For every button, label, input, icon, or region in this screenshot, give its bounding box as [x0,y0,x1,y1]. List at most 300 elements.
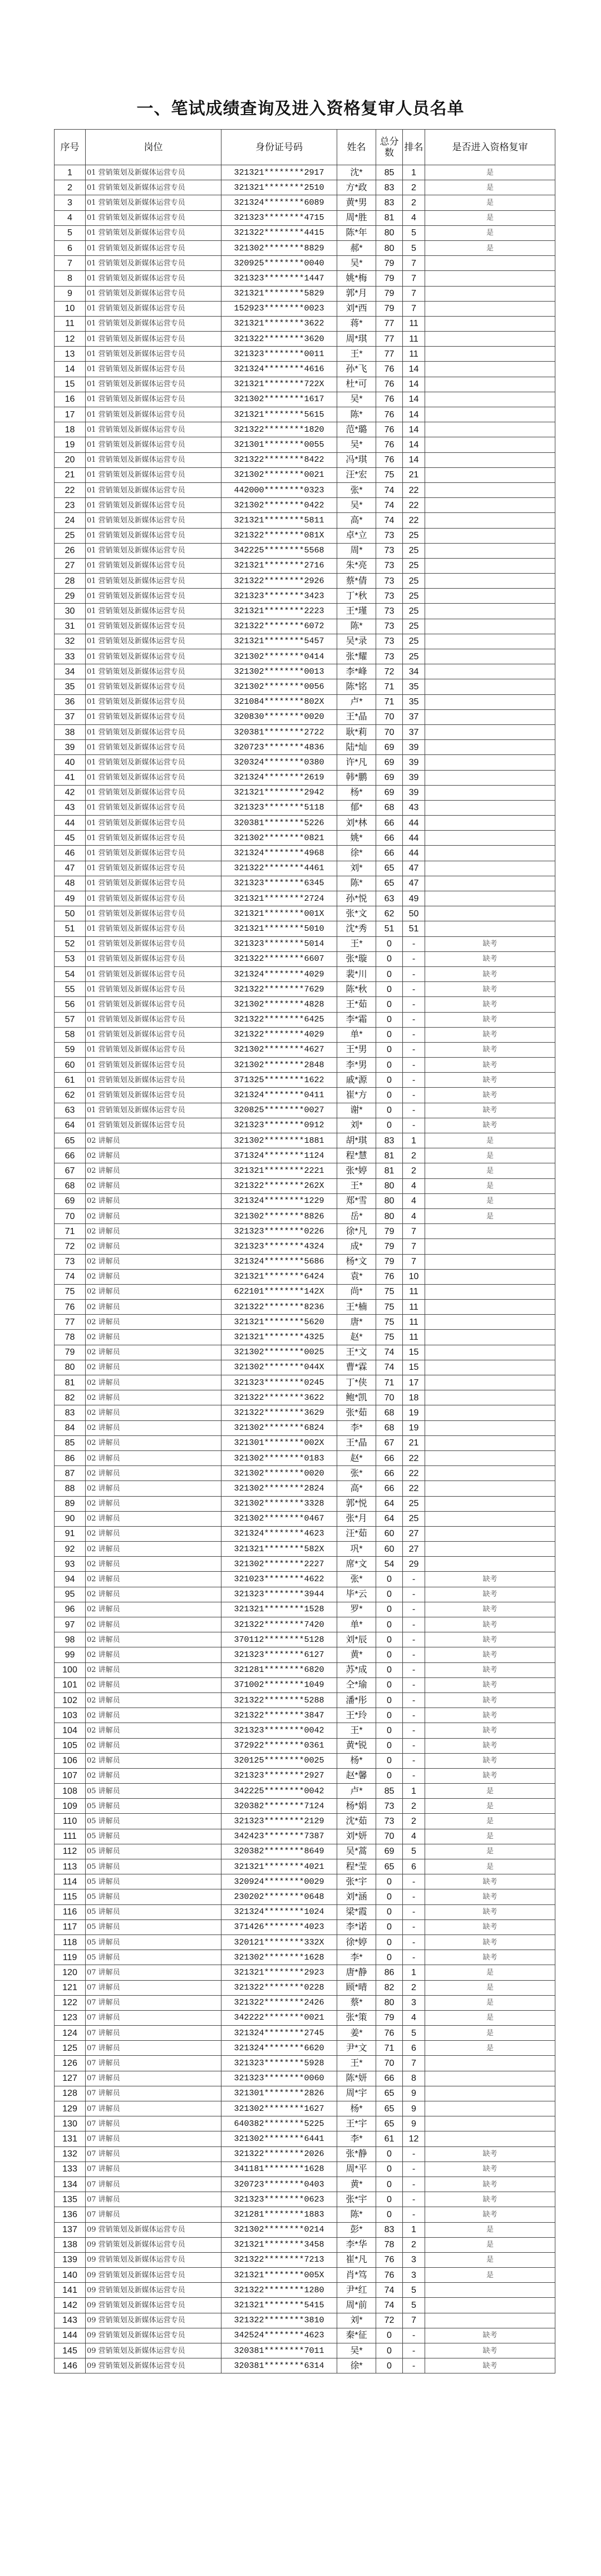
row-score: 0 [376,1617,403,1632]
row-review-status: 是 [425,2026,555,2041]
row-rank: 39 [403,785,425,800]
page-title: 一、笔试成绩查询及进入资格复审人员名单 [136,100,465,118]
table-row [55,831,555,846]
row-id-number: 321321********2942 [221,785,337,800]
row-name: 李* [337,2131,376,2146]
row-number: 84 [55,1420,86,1435]
row-rank: 7 [403,1254,425,1269]
row-review-status [425,1330,555,1345]
row-id-number: 321302********0414 [221,649,337,664]
row-id-number: 320382********7124 [221,1799,337,1814]
row-name: 徐* [337,2358,376,2373]
row-id-number: 321321********2923 [221,1965,337,1980]
row-review-status [425,301,555,316]
table-row [55,1980,555,1995]
row-rank: 1 [403,1133,425,1148]
row-rank: 37 [403,724,425,739]
row-position: 09 营销策划及新媒体运营专员 [86,2358,221,2373]
row-id-number: 321321********3458 [221,2237,337,2252]
row-rank: 15 [403,1360,425,1375]
row-review-status: 缺考 [425,2358,555,2373]
row-review-status [425,407,555,422]
table-row [55,513,555,528]
row-score: 0 [376,1935,403,1950]
row-score: 65 [376,2116,403,2131]
row-position: 02 讲解员 [86,1435,221,1450]
row-review-status: 缺考 [425,1753,555,1768]
table-row [55,240,555,255]
row-score: 76 [376,2268,403,2283]
row-rank: 27 [403,1542,425,1557]
row-id-number: 321302********8829 [221,240,337,255]
row-position: 01 营销策划及新媒体运营专员 [86,846,221,861]
row-number: 112 [55,1844,86,1859]
row-name: 崔*凡 [337,2252,376,2267]
table-row [55,392,555,407]
row-position: 02 讲解员 [86,1692,221,1708]
row-name: 丁*侠 [337,1375,376,1390]
row-name: 岳* [337,1208,376,1223]
row-score: 79 [376,271,403,286]
table-row [55,2207,555,2222]
row-name: 周*胜 [337,210,376,225]
row-score: 76 [376,452,403,467]
row-number: 19 [55,437,86,452]
table-row [55,1904,555,1919]
row-rank: - [403,2177,425,2192]
row-review-status: 缺考 [425,1027,555,1042]
row-number: 46 [55,846,86,861]
row-score: 0 [376,2328,403,2343]
row-rank: 5 [403,2026,425,2041]
row-id-number: 321301********002X [221,1435,337,1450]
row-review-status [425,1420,555,1435]
row-rank: 22 [403,1466,425,1481]
row-number: 11 [55,316,86,331]
row-position: 01 营销策划及新媒体运营专员 [86,1012,221,1027]
row-name: 杨*娟 [337,1799,376,1814]
row-rank: - [403,2146,425,2162]
table-row [55,1058,555,1073]
row-number: 71 [55,1224,86,1239]
row-number: 53 [55,951,86,966]
row-id-number: 321322********4029 [221,1027,337,1042]
row-review-status [425,800,555,815]
row-name: 陈*铭 [337,679,376,694]
row-position: 01 营销策划及新媒体运营专员 [86,1103,221,1118]
row-rank: 22 [403,498,425,513]
row-name: 孙*悦 [337,891,376,906]
row-id-number: 321302********1627 [221,2101,337,2116]
row-number: 3 [55,195,86,210]
results-table [54,129,555,2373]
row-name: 刘* [337,861,376,876]
row-review-status: 是 [425,2268,555,2283]
table-row [55,2177,555,2192]
table-row [55,1632,555,1647]
row-rank: 7 [403,271,425,286]
table-row [55,1542,555,1557]
row-name: 唐*静 [337,1965,376,1980]
row-name: 尹*文 [337,2041,376,2056]
row-score: 0 [376,1662,403,1677]
row-rank: 11 [403,332,425,347]
row-review-status: 缺考 [425,1950,555,1965]
row-id-number: 321322********6607 [221,951,337,966]
row-review-status: 缺考 [425,1617,555,1632]
row-number: 76 [55,1300,86,1315]
row-score: 72 [376,664,403,679]
row-id-number: 321321********5457 [221,634,337,649]
row-number: 42 [55,785,86,800]
row-rank: 27 [403,1526,425,1541]
row-id-number: 321323********4715 [221,210,337,225]
row-name: 赵* [337,1330,376,1345]
row-number: 130 [55,2116,86,2131]
row-score: 81 [376,1148,403,1163]
row-score: 0 [376,1058,403,1073]
row-rank: 11 [403,1284,425,1299]
row-name: 巩* [337,1542,376,1557]
row-id-number: 321321********2716 [221,558,337,573]
row-number: 44 [55,816,86,831]
row-id-number: 321302********044X [221,1360,337,1375]
row-position: 01 营销策划及新媒体运营专员 [86,256,221,271]
row-name: 张*宇 [337,2192,376,2207]
row-score: 80 [376,225,403,240]
row-review-status [425,1284,555,1299]
row-rank: - [403,1708,425,1723]
row-score: 60 [376,1542,403,1557]
row-score: 66 [376,846,403,861]
row-review-status: 缺考 [425,1058,555,1073]
row-number: 96 [55,1602,86,1617]
row-name: 李*华 [337,2237,376,2252]
row-score: 0 [376,982,403,997]
row-rank: 1 [403,165,425,180]
row-score: 79 [376,2010,403,2025]
row-score: 76 [376,2252,403,2267]
row-rank: 25 [403,634,425,649]
row-position: 01 营销策划及新媒体运营专员 [86,634,221,649]
row-id-number: 230202********0648 [221,1889,337,1904]
table-row [55,195,555,210]
row-rank: 11 [403,1300,425,1315]
table-row [55,619,555,634]
row-id-number: 321321********5811 [221,513,337,528]
table-row [55,286,555,301]
table-row [55,664,555,679]
row-number: 32 [55,634,86,649]
row-score: 70 [376,1829,403,1844]
row-rank: - [403,1874,425,1889]
table-row [55,1950,555,1965]
row-position: 09 营销策划及新媒体运营专员 [86,2237,221,2252]
row-rank: 14 [403,362,425,377]
row-score: 0 [376,1103,403,1118]
row-name: 陈*秋 [337,982,376,997]
row-name: 蒋* [337,316,376,331]
row-score: 86 [376,1965,403,1980]
row-id-number: 320121********332X [221,1935,337,1950]
table-row [55,1692,555,1708]
row-id-number: 370112********5128 [221,1632,337,1647]
row-score: 0 [376,2358,403,2373]
row-name: 刘*西 [337,301,376,316]
row-name: 吴*蒿 [337,1844,376,1859]
row-review-status [425,2298,555,2313]
row-rank: 2 [403,1148,425,1163]
row-rank: - [403,1602,425,1617]
table-row [55,362,555,377]
row-rank: 34 [403,664,425,679]
table-row [55,997,555,1012]
row-name: 单* [337,1617,376,1632]
row-name: 张* [337,1572,376,1587]
row-position: 05 讲解员 [86,1844,221,1859]
row-number: 1 [55,165,86,180]
row-review-status [425,831,555,846]
row-rank: 25 [403,604,425,619]
row-review-status [425,332,555,347]
row-number: 49 [55,891,86,906]
row-name: 王*宇 [337,2116,376,2131]
row-number: 7 [55,256,86,271]
row-review-status [425,558,555,573]
row-review-status [425,755,555,770]
table-row [55,1496,555,1511]
row-number: 92 [55,1542,86,1557]
row-position: 05 讲解员 [86,1859,221,1874]
row-score: 73 [376,1814,403,1829]
row-score: 0 [376,997,403,1012]
row-name: 蔡*倩 [337,574,376,589]
row-number: 109 [55,1799,86,1814]
row-score: 0 [376,1708,403,1723]
row-name: 刘* [337,2313,376,2328]
row-position: 07 讲解员 [86,2026,221,2041]
row-rank: - [403,1919,425,1935]
row-number: 52 [55,936,86,951]
row-id-number: 321323********3423 [221,589,337,604]
row-name: 陈* [337,2207,376,2222]
row-number: 43 [55,800,86,815]
row-rank: 22 [403,1450,425,1465]
row-rank: - [403,1012,425,1027]
row-name: 张*茹 [337,1405,376,1420]
row-number: 128 [55,2086,86,2101]
table-row [55,649,555,664]
table-row [55,2086,555,2101]
row-score: 76 [376,422,403,437]
row-id-number: 321321********2510 [221,180,337,195]
row-position: 01 营销策划及新媒体运营专员 [86,347,221,362]
row-number: 98 [55,1632,86,1647]
table-row [55,1420,555,1435]
row-number: 67 [55,1163,86,1178]
row-number: 25 [55,528,86,543]
row-rank: - [403,1677,425,1692]
row-id-number: 321322********2926 [221,574,337,589]
row-rank: 9 [403,2086,425,2101]
row-id-number: 640382********5225 [221,2116,337,2131]
row-review-status: 缺考 [425,2162,555,2177]
row-name: 梁*霞 [337,1904,376,1919]
row-review-status [425,1375,555,1390]
row-name: 陈*年 [337,225,376,240]
row-score: 78 [376,2237,403,2252]
row-review-status [425,467,555,482]
row-position: 01 营销策划及新媒体运营专员 [86,240,221,255]
row-score: 68 [376,1420,403,1435]
row-id-number: 342225********0042 [221,1784,337,1799]
row-position: 01 营销策划及新媒体运营专员 [86,558,221,573]
row-position: 01 营销策划及新媒体运营专员 [86,709,221,724]
row-rank: 5 [403,2283,425,2298]
row-review-status [425,906,555,921]
row-name: 李*霜 [337,1012,376,1027]
row-position: 01 营销策划及新媒体运营专员 [86,619,221,634]
row-name: 杨*文 [337,1254,376,1269]
table-row [55,1360,555,1375]
row-rank: 2 [403,195,425,210]
row-number: 120 [55,1965,86,1980]
row-rank: - [403,1647,425,1662]
table-row [55,1768,555,1783]
row-score: 73 [376,589,403,604]
row-rank: - [403,1572,425,1587]
row-name: 刘*涵 [337,1889,376,1904]
row-rank: 7 [403,2313,425,2328]
row-name: 吴* [337,256,376,271]
row-id-number: 321323********4324 [221,1239,337,1254]
row-name: 王* [337,1178,376,1193]
row-id-number: 321321********005X [221,2268,337,2283]
table-row [55,1027,555,1042]
row-score: 70 [376,2056,403,2071]
row-number: 123 [55,2010,86,2025]
row-number: 108 [55,1784,86,1799]
row-name: 郭*悦 [337,1496,376,1511]
row-id-number: 321322********262X [221,1178,337,1193]
row-number: 39 [55,740,86,755]
row-name: 王*瑾 [337,604,376,619]
row-name: 崔*方 [337,1088,376,1103]
table-row [55,180,555,195]
row-number: 5 [55,225,86,240]
row-rank: 7 [403,1239,425,1254]
row-id-number: 321323********6345 [221,876,337,891]
row-name: 王*玲 [337,1708,376,1723]
row-name: 徐*凡 [337,1224,376,1239]
row-name: 张*文 [337,906,376,921]
row-score: 83 [376,2222,403,2237]
table-row [55,2192,555,2207]
row-name: 张*璇 [337,951,376,966]
row-score: 73 [376,558,403,573]
row-id-number: 321321********2724 [221,891,337,906]
row-id-number: 321302********0013 [221,664,337,679]
row-position: 02 讲解员 [86,1148,221,1163]
row-position: 07 讲解员 [86,2207,221,2222]
row-score: 76 [376,437,403,452]
row-id-number: 321324********4616 [221,362,337,377]
row-score: 74 [376,482,403,497]
row-rank: - [403,1950,425,1965]
row-name: 刘*妍 [337,1829,376,1844]
row-number: 73 [55,1254,86,1269]
table-row [55,1133,555,1148]
row-number: 57 [55,1012,86,1027]
row-review-status [425,649,555,664]
row-position: 01 营销策划及新媒体运营专员 [86,861,221,876]
row-name: 吴* [337,2343,376,2358]
row-review-status [425,740,555,755]
row-name: 罗* [337,1602,376,1617]
row-id-number: 321321********5010 [221,921,337,936]
row-score: 73 [376,1799,403,1814]
row-id-number: 321302********1881 [221,1133,337,1148]
row-score: 66 [376,1450,403,1465]
row-position: 01 营销策划及新媒体运营专员 [86,392,221,407]
row-review-status [425,634,555,649]
table-row [55,921,555,936]
row-rank: 2 [403,180,425,195]
row-name: 刘*辰 [337,1632,376,1647]
row-name: 裴*川 [337,966,376,981]
row-name: 汪*茹 [337,1526,376,1541]
table-row [55,1965,555,1980]
row-id-number: 321302********1628 [221,1950,337,1965]
row-position: 01 营销策划及新媒体运营专员 [86,951,221,966]
row-review-status [425,513,555,528]
row-id-number: 321324********5686 [221,1254,337,1269]
row-score: 60 [376,1526,403,1541]
row-rank: 8 [403,2071,425,2086]
row-name: 卢* [337,694,376,709]
header-rank: 排名 [403,130,425,165]
row-position: 01 营销策划及新媒体运营专员 [86,679,221,694]
table-row [55,2041,555,2056]
row-number: 144 [55,2328,86,2343]
row-number: 111 [55,1829,86,1844]
row-position: 02 讲解员 [86,1269,221,1284]
row-position: 01 营销策划及新媒体运营专员 [86,966,221,981]
row-position: 07 讲解员 [86,2162,221,2177]
row-number: 134 [55,2177,86,2192]
row-name: 成* [337,1239,376,1254]
row-score: 68 [376,800,403,815]
row-rank: - [403,2358,425,2373]
row-name: 周*宇 [337,2086,376,2101]
row-rank: 7 [403,301,425,316]
row-position: 02 讲解员 [86,1587,221,1602]
row-number: 87 [55,1466,86,1481]
row-name: 彭* [337,2222,376,2237]
table-row [55,1300,555,1315]
row-position: 01 营销策划及新媒体运营专员 [86,1073,221,1088]
row-position: 05 讲解员 [86,1904,221,1919]
row-score: 63 [376,891,403,906]
row-score: 77 [376,332,403,347]
row-rank: - [403,1587,425,1602]
row-review-status: 缺考 [425,1874,555,1889]
row-position: 02 讲解员 [86,1300,221,1315]
row-rank: 25 [403,558,425,573]
row-score: 65 [376,1859,403,1874]
row-score: 66 [376,1481,403,1496]
row-number: 117 [55,1919,86,1935]
